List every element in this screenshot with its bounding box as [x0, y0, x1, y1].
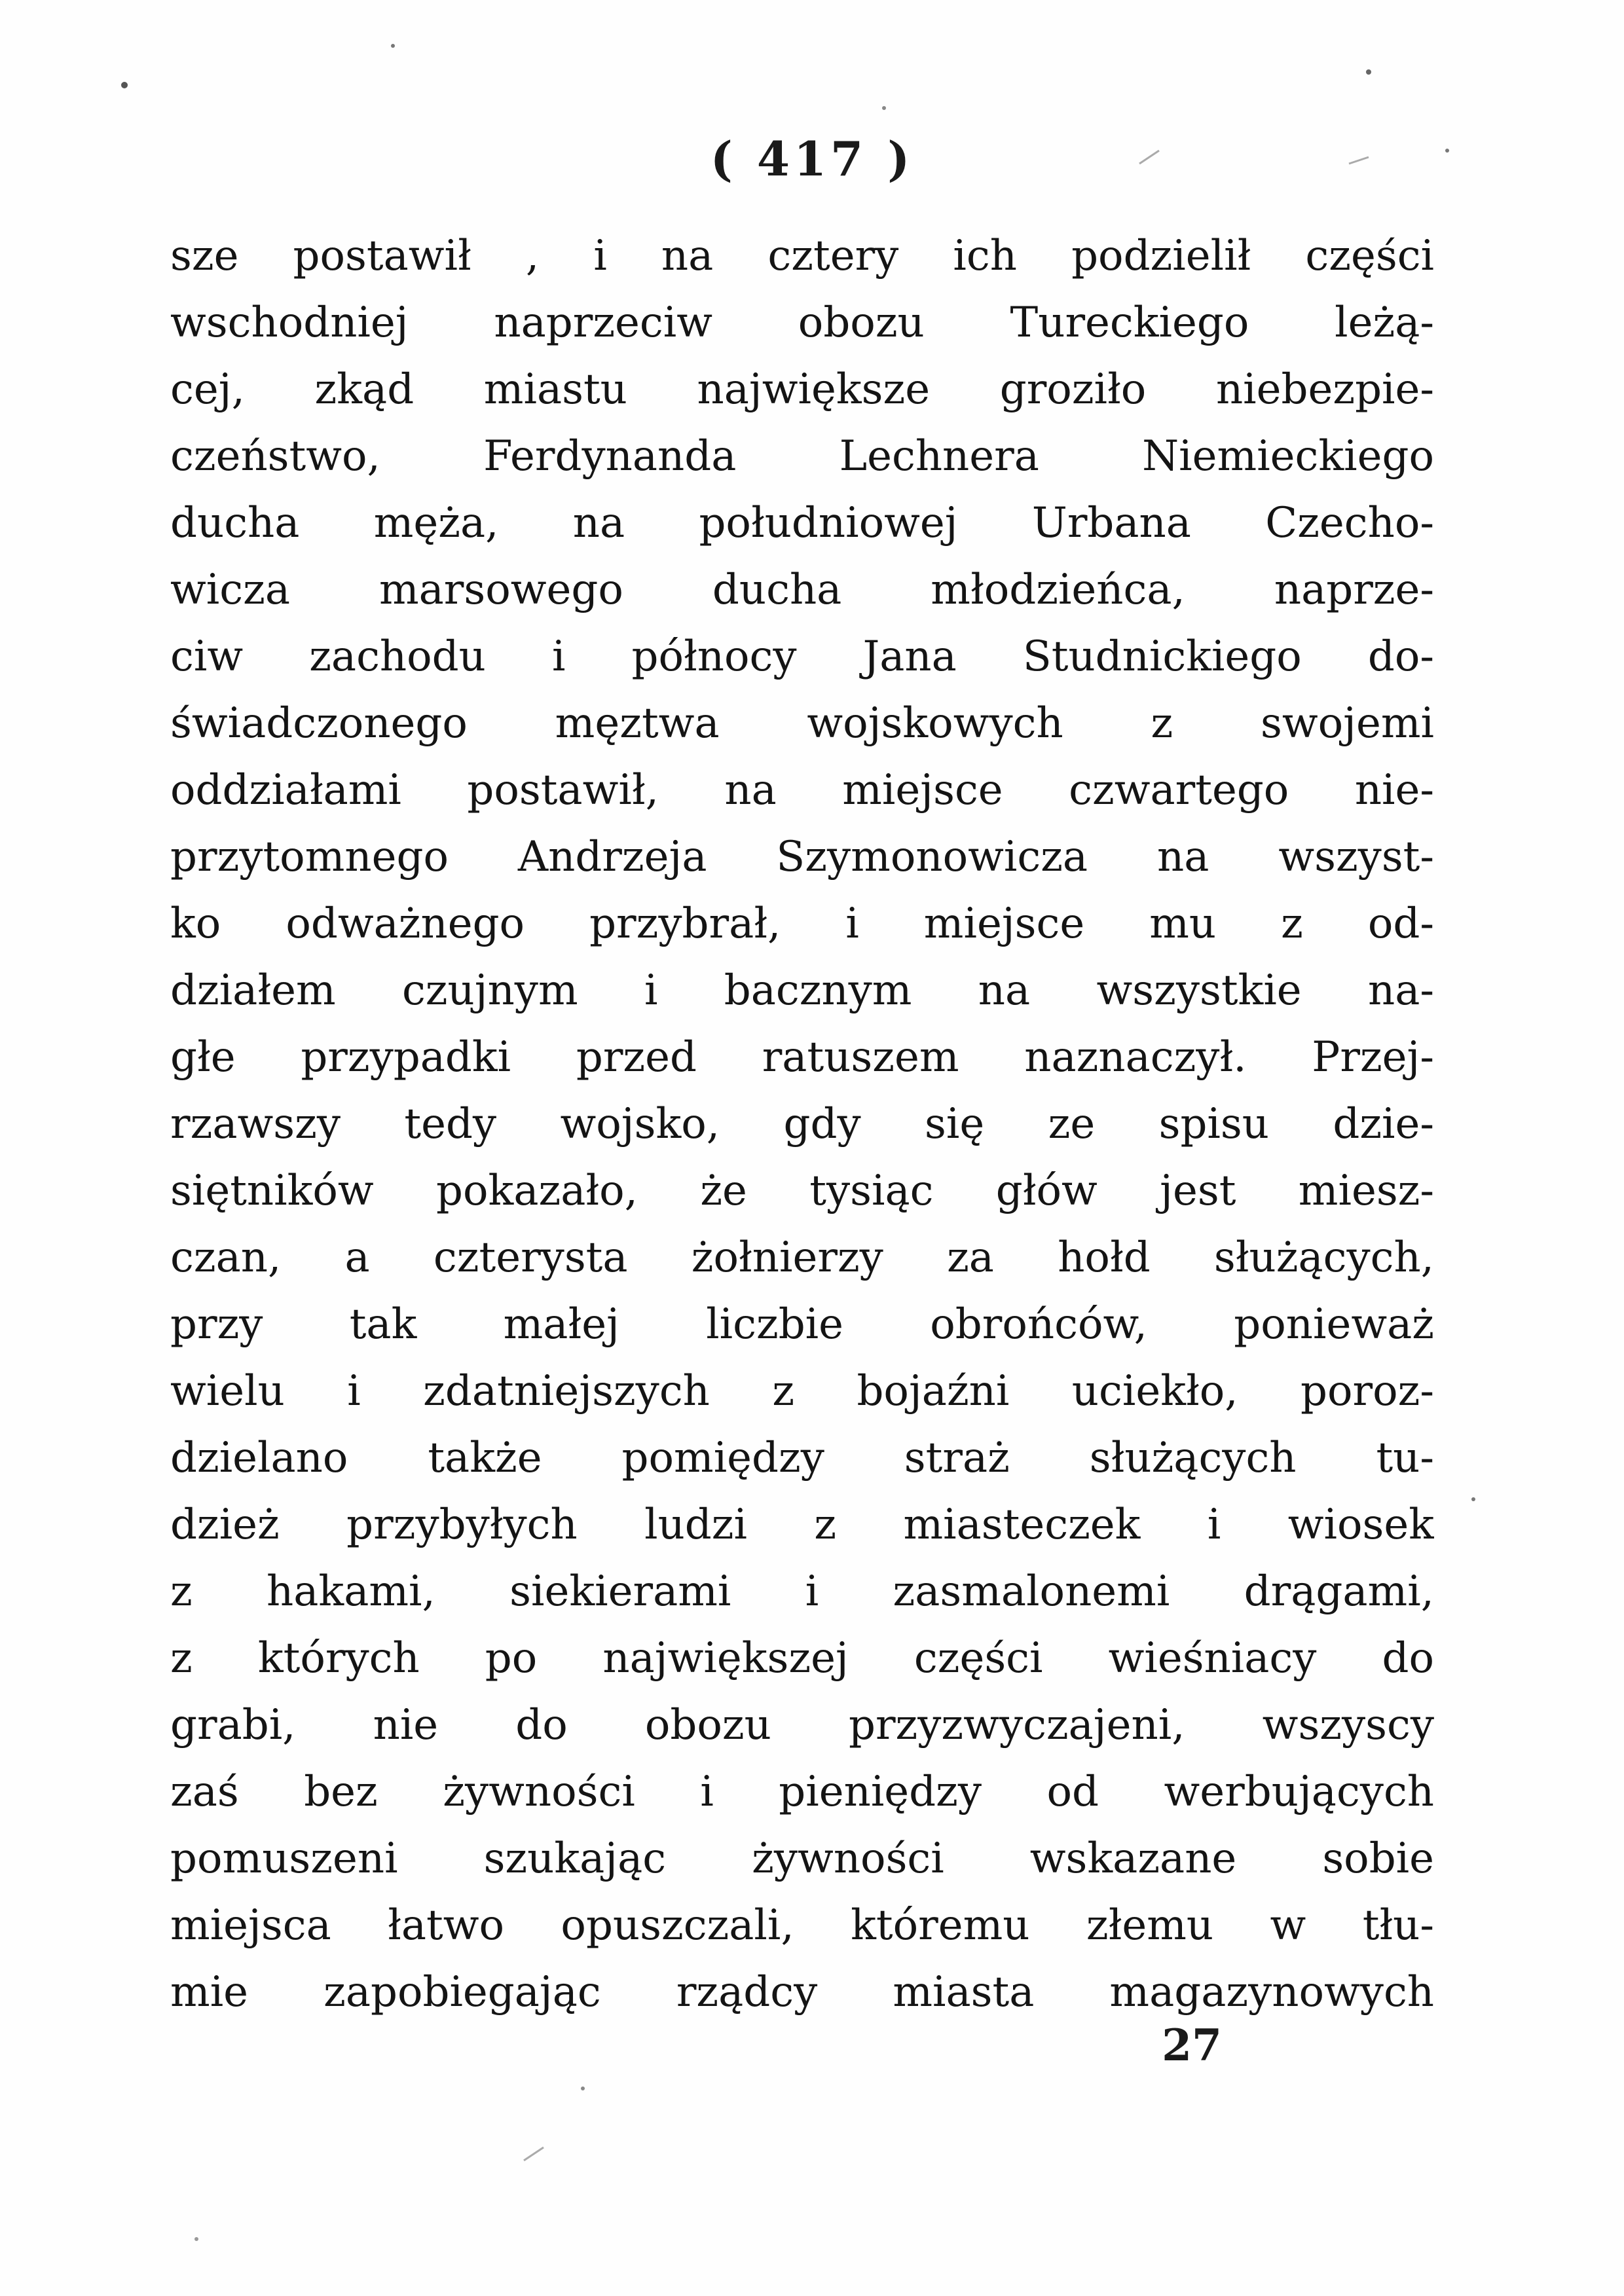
- text-line: przy tak małej liczbie obrońców, ponieważ: [170, 1300, 1434, 1349]
- text-line: oddziałami postawił, na miejsce czwartego nie-: [170, 766, 1434, 814]
- text-line: ko odważnego przybrał, i miejsce mu z od-: [170, 900, 1434, 948]
- text-line: rzawszy tedy wojsko, gdy się ze spisu dzie-: [170, 1100, 1434, 1148]
- text-line: sze postawił , i na cztery ich podzielił części: [170, 232, 1434, 280]
- body-text: [170, 223, 1434, 2026]
- text-line: z których po największej części wieśniacy do: [170, 1634, 1434, 1683]
- text-line: wschodniej naprzeciw obozu Tureckiego leżą-: [170, 299, 1434, 347]
- text-line: czeństwo, Ferdynanda Lechnera Niemieckiego: [170, 432, 1434, 481]
- text-line: miejsca łatwo opuszczali, któremu złemu w tłu-: [170, 1901, 1434, 1950]
- text-line: świadczonego męztwa wojskowych z swojemi: [170, 699, 1434, 748]
- text-line: ciw zachodu i północy Jana Studnickiego do-: [170, 632, 1434, 681]
- text-line: ducha męża, na południowej Urbana Czecho-: [170, 499, 1434, 547]
- text-line: dzież przybyłych ludzi z miasteczek i wiosek: [170, 1501, 1434, 1549]
- text-line: czan, a czterysta żołnierzy za hołd służących,: [170, 1233, 1434, 1282]
- text-line: pomuszeni szukając żywności wskazane sobie: [170, 1834, 1434, 1883]
- text-line: grabi, nie do obozu przyzwyczajeni, wszyscy: [170, 1701, 1434, 1749]
- text-line: działem czujnym i bacznym na wszystkie na-: [170, 966, 1434, 1015]
- text-line: cej, zkąd miastu największe groziło niebezpie-: [170, 365, 1434, 414]
- text-line: wicza marsowego ducha młodzieńca, naprze-: [170, 566, 1434, 614]
- text-line: z hakami, siekierami i zasmalonemi drągami,: [170, 1567, 1434, 1616]
- text-line: wielu i zdatniejszych z bojaźni uciekło, poroz-: [170, 1367, 1434, 1415]
- text-line: przytomnego Andrzeja Szymonowicza na wszyst-: [170, 833, 1434, 881]
- page-number: ( 417 ): [710, 131, 914, 187]
- text-line: siętników pokazało, że tysiąc głów jest miesz-: [170, 1167, 1434, 1215]
- text-line: dzielano także pomiędzy straż służących tu-: [170, 1434, 1434, 1482]
- text-line: głe przypadki przed ratuszem naznaczył. Przej-: [170, 1033, 1434, 1082]
- signature-mark: 27: [1162, 2020, 1222, 2071]
- text-line: zaś bez żywności i pieniędzy od werbujących: [170, 1768, 1434, 1816]
- text-line: mie zapobiegając rządcy miasta magazynowych: [170, 1968, 1434, 2016]
